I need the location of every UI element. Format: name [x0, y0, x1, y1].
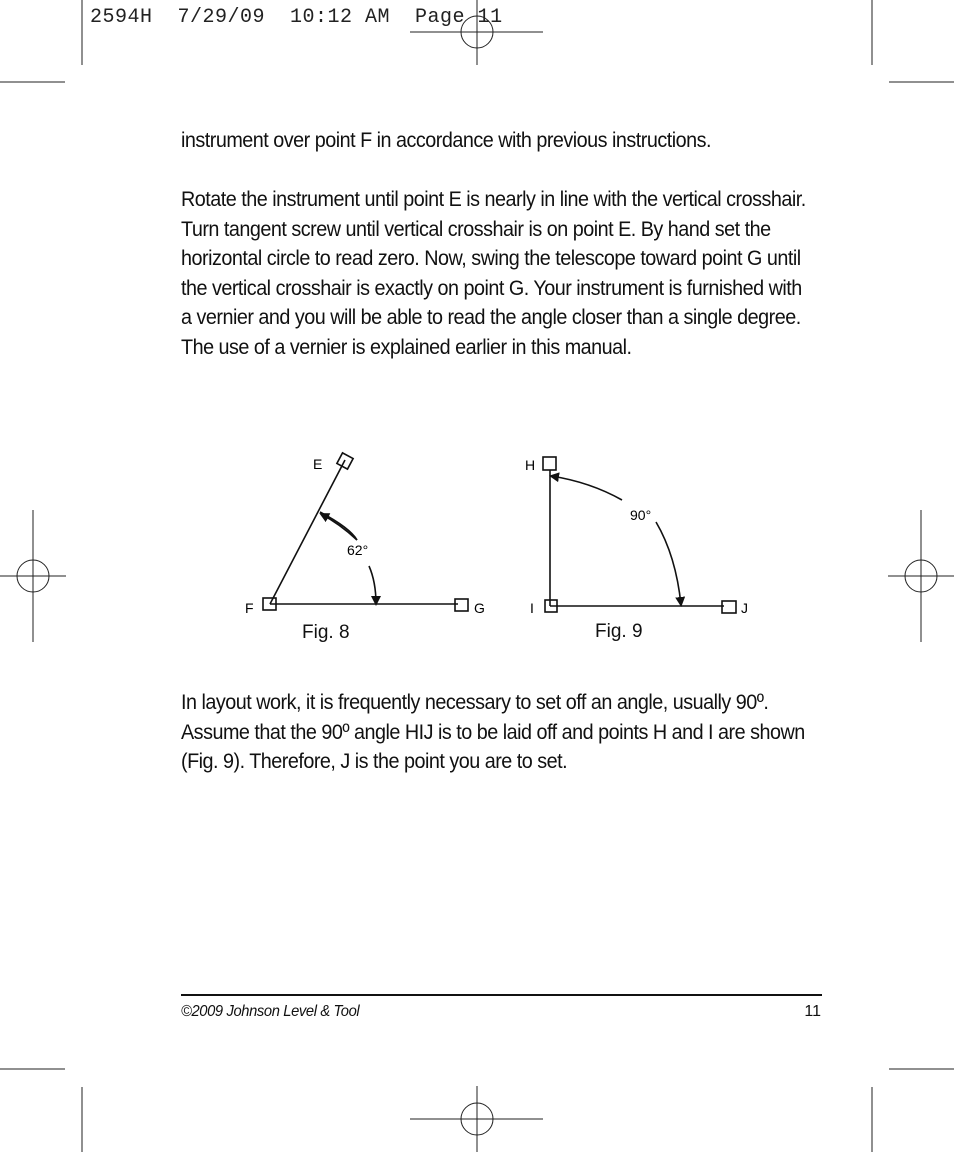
footer-copyright: ©2009 Johnson Level & Tool	[181, 1003, 360, 1020]
fig8-caption: Fig. 8	[302, 622, 350, 643]
footer-rule	[181, 994, 822, 996]
fig9-caption: Fig. 9	[595, 621, 643, 642]
page-number: 11	[804, 1003, 821, 1020]
paragraph-layout-work: In layout work, it is frequently necessary to set off an angle, usually 90º. Assume that the 90º angle HIJ is to be laid off and points H and I are shown (Fig. 9). Therefore, J is the point you are to set.	[181, 690, 805, 774]
fig8-diagram	[263, 453, 468, 611]
fig8-label-g: G	[474, 600, 485, 616]
fig8-label-f: F	[245, 600, 254, 616]
fig9-diagram	[543, 457, 736, 613]
fig9-angle: 90°	[630, 507, 652, 523]
paragraph-continuation: instrument over point F in accordance with previous instructions.	[181, 128, 712, 152]
fig9-label-j: J	[741, 600, 748, 616]
fig9-label-i: I	[530, 600, 534, 616]
fig8-angle: 62°	[347, 542, 369, 558]
printer-slug: 2594H 7/29/09 10:12 AM Page 11	[90, 6, 503, 29]
paragraph-instructions: Rotate the instrument until point E is nearly in line with the vertical crosshair. Turn tangent screw until vertical crosshair is on point E. By hand set the horizontal circle to read zero. Now, swing the telescope toward point G until the vertical crosshair is exactly on point G. Your instrument is furnished with a vernier and you will be able to read the angle closer than a single degree. The use of a vernier is explained earlier in this manual.	[181, 187, 806, 359]
fig8-label-e: E	[313, 456, 323, 472]
fig9-label-h: H	[525, 457, 536, 473]
